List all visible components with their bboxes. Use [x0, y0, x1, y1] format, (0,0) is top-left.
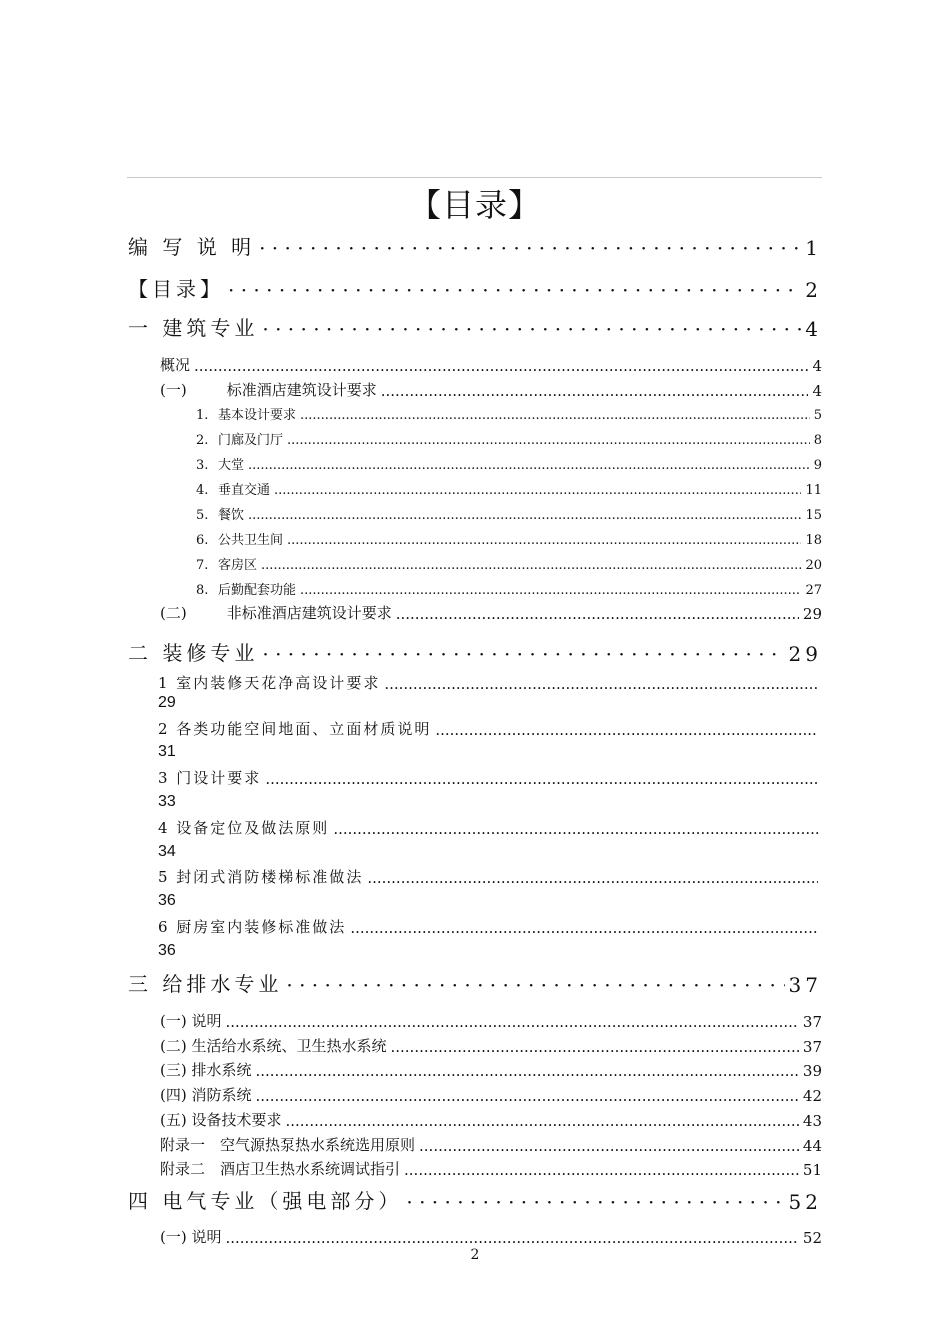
toc-leader — [286, 973, 784, 997]
toc-page: 20 — [805, 558, 822, 573]
toc-entry-item[interactable] — [196, 505, 822, 523]
toc-leader — [262, 642, 784, 666]
toc-page: 9 — [813, 458, 822, 473]
toc-page: 39 — [802, 1062, 822, 1080]
toc-entry-electrical[interactable] — [128, 1188, 822, 1214]
toc-page: 4 — [812, 382, 822, 400]
toc-label: (一) 说明 — [160, 1012, 222, 1030]
toc-page: 34 — [158, 843, 176, 860]
toc-entry-item[interactable] — [196, 455, 822, 473]
toc-label: 一 建筑专业 — [128, 316, 259, 340]
toc-entry-plumbing[interactable] — [128, 971, 822, 997]
toc-number: 4. — [196, 483, 209, 498]
toc-page: 4 — [812, 357, 822, 375]
toc-entry-decoration[interactable] — [128, 640, 822, 666]
toc-page: 1 — [805, 236, 822, 260]
toc-label: 4 设备定位及做法原则 — [158, 819, 330, 837]
toc-leader — [300, 583, 801, 598]
toc-leader — [265, 770, 818, 788]
toc-entry-plumb-item[interactable] — [160, 1011, 822, 1031]
toc-entry-deco-item[interactable] — [158, 719, 822, 739]
toc-page: 37 — [802, 1013, 822, 1031]
toc-number: 6. — [196, 533, 209, 548]
toc-label: 编 写 说 明 — [128, 235, 256, 259]
toc-label: (四) 消防系统 — [160, 1086, 252, 1104]
toc-entry-deco-item[interactable] — [158, 673, 822, 693]
toc-page: 43 — [802, 1112, 822, 1130]
toc-entry-plumb-item[interactable] — [160, 1060, 822, 1080]
toc-label: 大堂 — [218, 458, 245, 473]
toc-label: 附录二 酒店卫生热水系统调试指引 — [160, 1160, 401, 1178]
toc-label: 餐饮 — [218, 508, 245, 523]
toc-page: 36 — [158, 892, 176, 909]
toc-page: 18 — [805, 533, 822, 548]
toc-label: 1 室内装修天花净高设计要求 — [158, 674, 381, 692]
toc-page: 37 — [802, 1038, 822, 1056]
toc-leader — [285, 1112, 798, 1130]
toc-page: 42 — [802, 1087, 822, 1105]
toc-page: 51 — [802, 1161, 822, 1179]
toc-entry-plumb-item[interactable] — [160, 1135, 822, 1155]
toc-label: (二) 生活给水系统、卫生热水系统 — [160, 1037, 387, 1055]
toc-leader — [262, 317, 801, 341]
toc-label: 后勤配套功能 — [218, 583, 297, 598]
toc-label: 三 给排水专业 — [128, 972, 283, 996]
toc-leader — [248, 508, 801, 523]
toc-entry-item[interactable] — [196, 405, 822, 423]
toc-page: 29 — [158, 694, 176, 711]
toc-label: (五) 设备技术要求 — [160, 1111, 282, 1129]
toc-page: 31 — [158, 743, 176, 760]
toc-page: 29 — [802, 605, 822, 623]
toc-leader — [419, 1137, 799, 1155]
toc-leader — [225, 1013, 798, 1031]
toc-page: 4 — [805, 317, 822, 341]
toc-number: 2. — [196, 433, 209, 448]
toc-page: 52 — [802, 1229, 822, 1247]
toc-page: 44 — [802, 1137, 822, 1155]
toc-label: (一) 说明 — [160, 1228, 222, 1246]
toc-page: 15 — [805, 508, 822, 523]
header-rule — [127, 177, 822, 178]
toc-leader — [287, 533, 801, 548]
toc-entry-item[interactable] — [196, 555, 822, 573]
toc-number: 1. — [196, 408, 209, 423]
toc-label: 3 门设计要求 — [158, 769, 262, 787]
toc-label: 标准酒店建筑设计要求 — [226, 381, 377, 399]
toc-leader — [261, 558, 801, 573]
toc-leader — [225, 1229, 798, 1247]
toc-leader — [333, 820, 818, 838]
toc-entry-standard-hotel[interactable] — [160, 380, 822, 400]
toc-leader — [396, 605, 799, 623]
toc-entry-elec-item[interactable] — [160, 1227, 822, 1247]
toc-entry-deco-item[interactable] — [158, 768, 822, 788]
toc-leader — [255, 1087, 798, 1105]
toc-page: 52 — [788, 1190, 822, 1214]
toc-number: 8. — [196, 583, 209, 598]
toc-entry-plumb-item[interactable] — [160, 1036, 822, 1056]
toc-entry-deco-item[interactable] — [158, 917, 822, 937]
toc-page: 37 — [788, 973, 822, 997]
toc-leader — [390, 1038, 798, 1056]
toc-leader — [367, 869, 818, 887]
toc-number: 7. — [196, 558, 209, 573]
toc-number: 3. — [196, 458, 209, 473]
toc-entry-plumb-item[interactable] — [160, 1110, 822, 1130]
toc-leader — [350, 919, 818, 937]
toc-entry-nonstandard-hotel[interactable] — [160, 603, 822, 623]
toc-page: 27 — [805, 583, 822, 598]
toc-label: 客房区 — [218, 558, 258, 573]
toc-leader — [228, 278, 801, 302]
toc-page: 5 — [813, 408, 822, 423]
toc-label: 二 装修专业 — [128, 641, 259, 665]
toc-page: 8 — [813, 433, 822, 448]
toc-entry-item[interactable] — [196, 530, 822, 548]
page-title: 【目录】 — [408, 186, 541, 224]
toc-entry-item[interactable] — [196, 480, 822, 498]
toc-leader — [259, 236, 801, 260]
toc-label: 基本设计要求 — [218, 408, 297, 423]
toc-leader — [404, 1161, 799, 1179]
toc-number: 5. — [196, 508, 209, 523]
toc-label: 垂直交通 — [218, 483, 271, 498]
toc-number: (一) — [160, 381, 187, 399]
toc-entry-contents[interactable] — [128, 276, 822, 302]
toc-entry-plumb-item[interactable] — [160, 1085, 822, 1105]
toc-label: 概况 — [160, 356, 191, 374]
toc-leader — [194, 357, 808, 375]
toc-label: 2 各类功能空间地面、立面材质说明 — [158, 720, 432, 738]
toc-leader — [406, 1190, 784, 1214]
toc-label: 非标准酒店建筑设计要求 — [226, 604, 392, 622]
toc-entry-architecture[interactable] — [128, 315, 822, 341]
toc-label: 5 封闭式消防楼梯标准做法 — [158, 868, 364, 886]
toc-label: 四 电气专业（强电部分） — [128, 1189, 403, 1213]
toc-entry-item[interactable] — [196, 580, 822, 598]
toc-page: 2 — [805, 278, 822, 302]
toc-page: 33 — [158, 793, 176, 810]
toc-entry-deco-item[interactable] — [158, 818, 822, 838]
toc-entry-plumb-item[interactable] — [160, 1159, 822, 1179]
toc-label: 附录一 空气源热泵热水系统选用原则 — [160, 1136, 416, 1154]
toc-leader — [248, 458, 810, 473]
toc-entry-deco-item[interactable] — [158, 867, 822, 887]
toc-label: 6 厨房室内装修标准做法 — [158, 918, 347, 936]
toc-leader — [255, 1062, 798, 1080]
toc-page: 36 — [158, 942, 176, 959]
toc-page: 29 — [788, 642, 822, 666]
toc-label: (三) 排水系统 — [160, 1061, 252, 1079]
page-number-footer: 2 — [470, 1247, 480, 1263]
toc-entry-item[interactable] — [196, 430, 822, 448]
toc-number: (二) — [160, 604, 187, 622]
toc-leader — [287, 433, 810, 448]
toc-label: 门廊及门厅 — [218, 433, 284, 448]
toc-leader — [274, 483, 801, 498]
toc-entry-preface[interactable] — [128, 234, 822, 260]
toc-leader — [381, 382, 809, 400]
toc-leader — [384, 675, 818, 693]
toc-label: 【目录】 — [128, 277, 224, 301]
toc-page: 11 — [805, 483, 822, 498]
toc-entry-overview[interactable] — [160, 355, 822, 375]
toc-leader — [300, 408, 810, 423]
toc-leader — [435, 721, 818, 739]
toc-label: 公共卫生间 — [218, 533, 284, 548]
